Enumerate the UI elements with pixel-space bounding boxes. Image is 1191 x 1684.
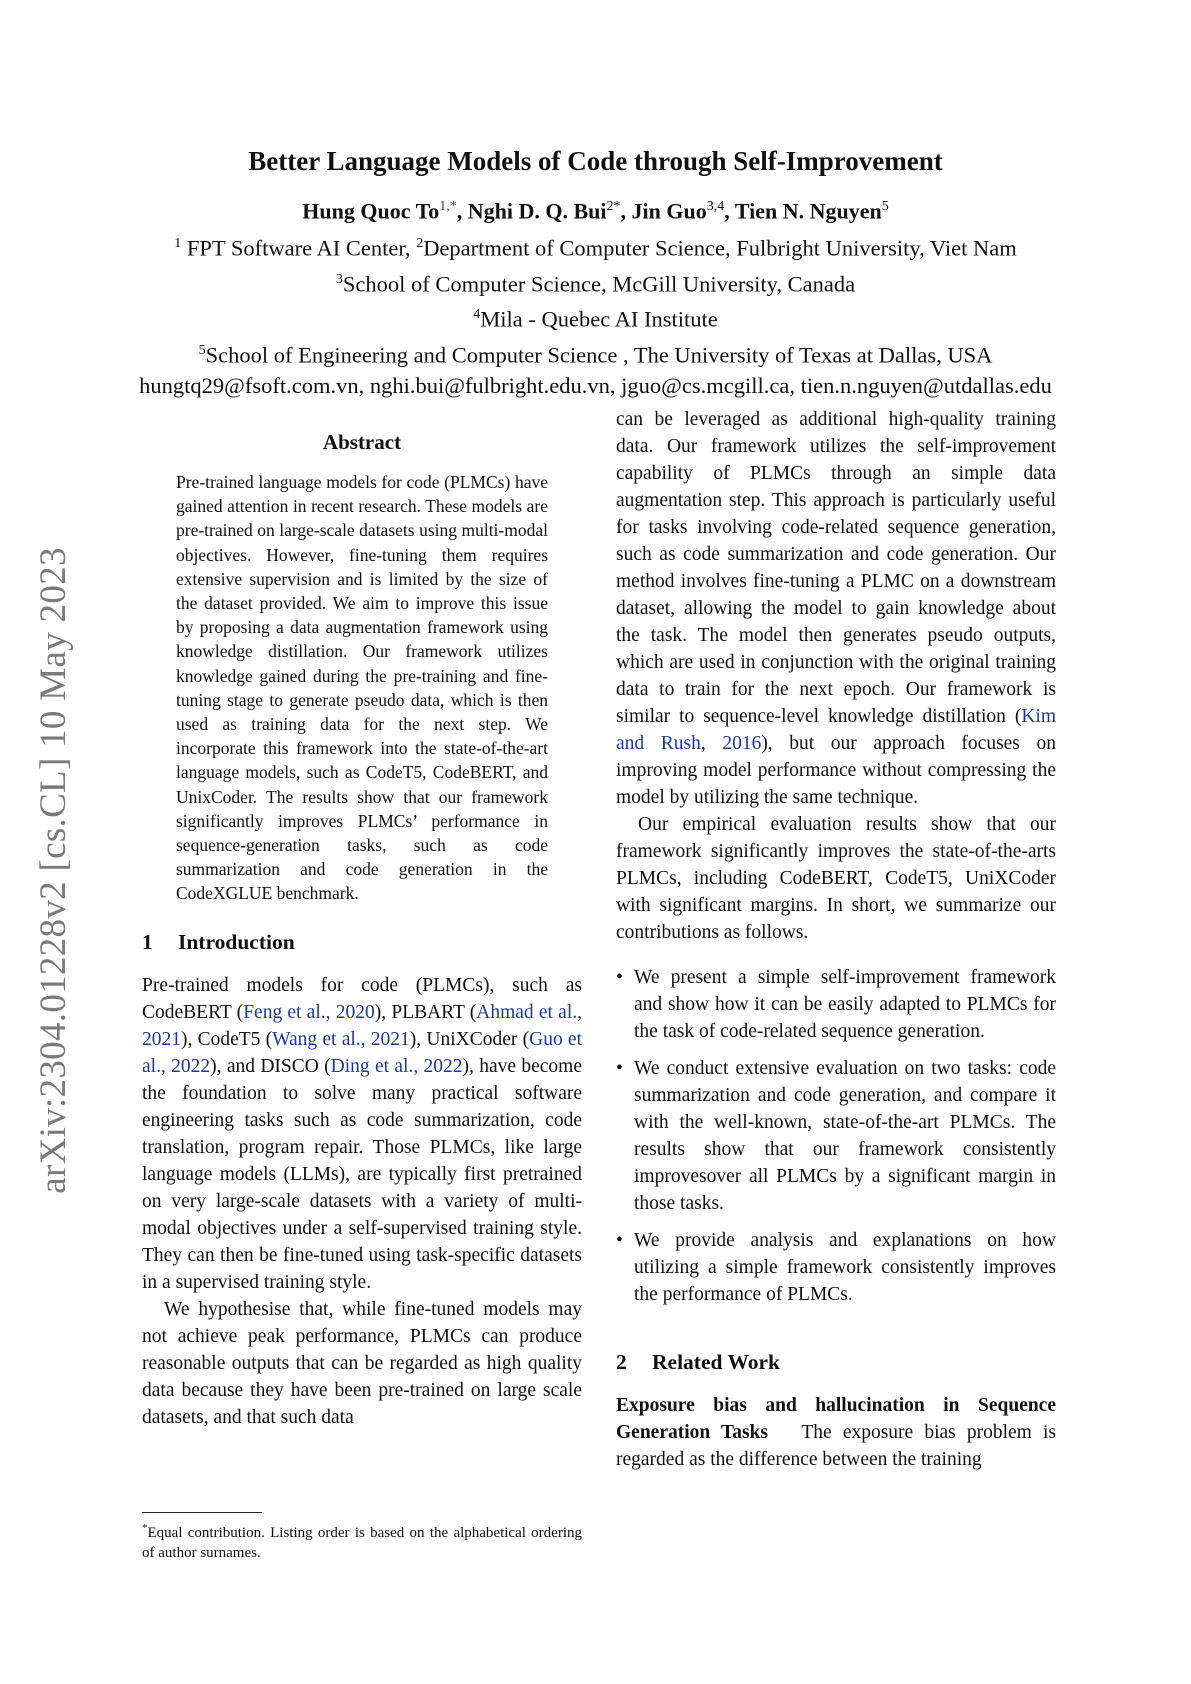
author-list: Hung Quoc $To^{1,*}$, Nghi D. Q. Bui$^{2*}$, Jin Guo$^{3,4}$, Tien N. Nguyen$^5$ — [302, 198, 889, 224]
paragraph: Pre-trained models for code (PLMCs), such as CodeBERT (Feng et al., 2020), PLBART (Ahmad et al., 2021), CodeT5 (Wang et al., 2021), UniXCoder (Guo et al., 2022), and DISCO (Ding et al., 2022), have become the foundation to solve many practical software engineering tasks such as code summarization, code translation, program repair. Those PLMCs, like large language models (LLMs), are typically first pretrained on very large-scale datasets with a variety of multi-modal objectives under a self-supervised training style. They can then be fine-tuned using task-specific datasets in a supervised training style. — [142, 974, 583, 1293]
paragraph: We hypothesise that, while fine-tuned models may not achieve peak performance, PLMCs can produce reasonable outputs that can be regarded as high quality data because they have been pre-trained on large scale datasets, and that such data — [142, 1298, 582, 1428]
author-affiliation-mark: 5 — [881, 199, 889, 214]
paragraph: Exposure bias and hallucination in Sequence Generation Tasks The exposure bias problem is regarded as the difference between the training — [616, 1395, 1056, 1470]
author-affiliation-mark[interactable]: 1,* — [439, 199, 457, 214]
affiliation-line: $^5$School of Engineering and Computer Science , The University of Texas at Dallas, USA — [198, 342, 993, 368]
paragraph: can be leveraged as additional high-quality training data. Our framework utilizes the self-improvement capability of PLMCs through an simple data augmentation step. This approach is particularly useful for tasks involving code-related sequence generation, such as code summarization and code generation. Our method involves fine-tuning a PLMC on a downstream dataset, allowing the model to gain knowledge about the task. The model then generates pseudo outputs, which are used in conjunction with the original training data to train for the next epoch. Our framework is similar to sequence-level knowledge distillation (Kim and Rush, 2016), but our approach focuses on improving model performance without compressing the model by utilizing the same technique. — [616, 409, 1056, 808]
citation-link[interactable]: Ahmad et al., 2021 — [142, 1001, 582, 1050]
author-affiliation-mark: 3,4 — [706, 199, 725, 214]
author-name: Tien N. Nguyen — [734, 198, 882, 224]
author-name: Hung Quoc To — [302, 198, 440, 224]
citation-link[interactable]: Feng et al., 2020 — [243, 1001, 375, 1023]
arxiv-stamp-text: arXiv:2304.01228v2 [cs.CL] 10 May 2023 — [32, 546, 74, 1194]
author-name: Jin Guo — [631, 198, 707, 224]
paper-title: Better Language Models of Code through Self-Improvement — [248, 146, 943, 176]
citation-link[interactable]: Ding et al., 2022 — [330, 1055, 463, 1077]
affiliation-line: $^3$School of Computer Science, McGill University, Canada — [335, 271, 856, 297]
citation-link[interactable]: 2016 — [722, 733, 762, 754]
section-heading-related-work: 2 Related Work — [616, 1350, 781, 1374]
footnote-rule — [142, 1512, 262, 1513]
affiliation-line: $^1$ FPT Software AI Center, $^2$Department of Computer Science, Fulbright University, Viet Nam — [174, 235, 1017, 261]
author-name: Nghi D. Q. Bui — [467, 198, 607, 224]
author-emails: hungtq29@fsoft.com.vn, nghi.bui@fulbright.edu.vn, jguo@cs.mcgill.ca, tien.n.nguyen@utdallas.edu — [139, 373, 1052, 399]
title-block — [90, 144, 1101, 401]
list-item: • We present a simple self-improvement framework and show how it can be easily adapted to PLMCs for the task of code-related sequence generation. — [616, 964, 1056, 1045]
citation-link[interactable]: Wang et al., 2021 — [272, 1028, 410, 1050]
run-in-heading: Exposure bias and hallucination in Sequence Generation Tasks — [616, 1395, 1056, 1443]
list-item: • We provide analysis and explanations on how utilizing a simple framework consistently improves the performance of PLMCs. — [616, 1227, 1056, 1308]
right-column — [616, 409, 1056, 1473]
list-item: • We conduct extensive evaluation on two tasks: code summarization and code generation, and compare it with the well-known, state-of-the-art PLMCs. The results show that our framework consistently improvesover all PLMCs by a significant margin in those tasks. — [616, 1055, 1056, 1217]
author-affiliation-mark: 2* — [606, 199, 621, 214]
left-column — [142, 428, 582, 1431]
arxiv-stamp — [32, 520, 74, 1220]
abstract-body: Pre-trained language models for code (PLMCs) have gained attention in recent research. These models are pre-trained on large-scale datasets using multi-modal objectives. However, fine-tuning them requires extensive supervision and is limited by the size of the dataset provided. We aim to improve this issue by proposing a data augmentation framework using knowledge distillation. Our framework utilizes knowledge gained during the pre-training and fine-tuning stage to generate pseudo data, which is then used as training data for the next step. We incorporate this framework into the state-of-the-art language models, such as CodeT5, CodeBERT, and UnixCoder. The results show that our framework significantly improves PLMCs’ performance in sequence-generation tasks, such as code summarization and code generation in the CodeXGLUE benchmark. — [176, 472, 548, 904]
citation-link[interactable]: Kim and Rush — [616, 706, 1056, 754]
section-heading-introduction: 1 Introduction — [142, 929, 295, 954]
paragraph: Our empirical evaluation results show that our framework significantly improves the state-of-the-arts PLMCs, including CodeBERT, CodeT5, UniXCoder with significant margins. In short, we summarize our contributions as follows. — [616, 814, 1056, 943]
contribution-list — [616, 964, 1056, 1308]
affiliation-line: $^4$Mila - Quebec AI Institute — [473, 306, 718, 332]
footnote: *Equal contribution. Listing order is based on the alphabetical ordering of author surnames. — [142, 1522, 582, 1561]
abstract-heading: Abstract — [322, 430, 402, 454]
citation-link[interactable]: Guo et al., 2022 — [142, 1028, 583, 1077]
